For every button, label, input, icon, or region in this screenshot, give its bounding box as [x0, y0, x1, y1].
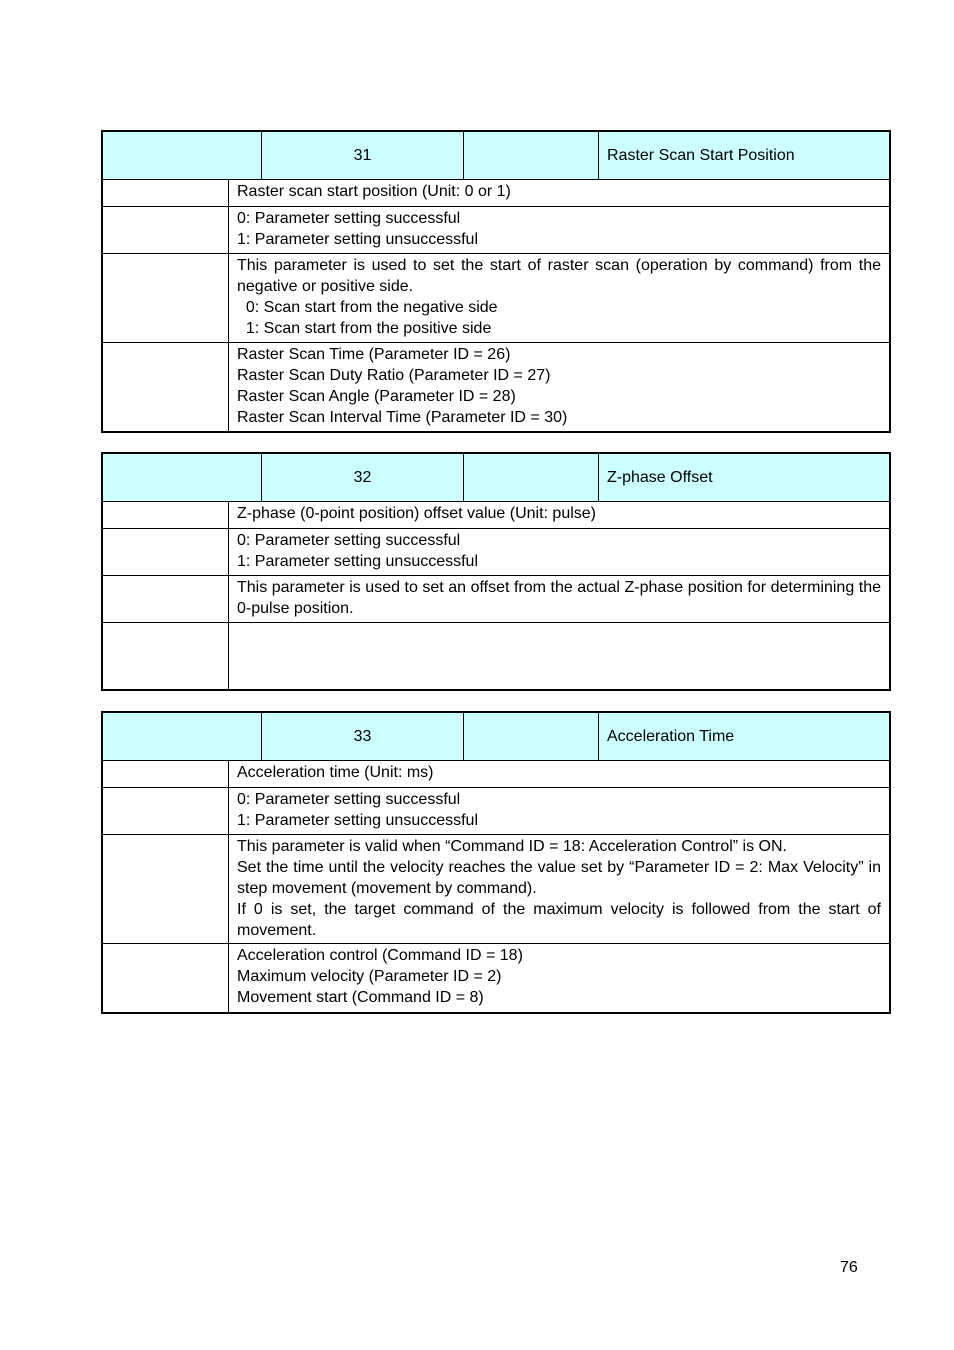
- related-item: Raster Scan Angle (Parameter ID = 28): [237, 388, 516, 405]
- description-text: If 0 is set, the target command of the maximum velocity is followed from the start of movement.: [237, 901, 881, 939]
- parameter-name: Raster Scan Start Position: [607, 146, 795, 164]
- header-label-cell: [103, 132, 262, 179]
- related-item: Acceleration control (Command ID = 18): [237, 947, 523, 964]
- header-label-cell: [103, 454, 262, 501]
- range-text: Z-phase (0-point position) offset value (Unit: pulse): [237, 505, 596, 522]
- parameter-table-31: [101, 130, 891, 433]
- parameter-id: 32: [262, 454, 464, 501]
- response-line: 1: Parameter setting unsuccessful: [237, 231, 479, 248]
- related-row: [103, 623, 889, 689]
- header-label-cell: [103, 713, 262, 760]
- table-header: [103, 132, 889, 180]
- description-text: 1: Scan start from the positive side: [237, 320, 492, 337]
- description-row: [103, 254, 889, 343]
- parameter-id: 33: [262, 713, 464, 760]
- response-line: 0: Parameter setting successful: [237, 532, 461, 549]
- related-item: Maximum velocity (Parameter ID = 2): [237, 968, 502, 985]
- description-text: 0: Scan start from the negative side: [237, 299, 498, 316]
- related-item: Movement start (Command ID = 8): [237, 989, 484, 1006]
- response-line: 1: Parameter setting unsuccessful: [237, 553, 479, 570]
- range-row: [103, 502, 889, 529]
- range-row: [103, 761, 889, 788]
- description-text: This parameter is used to set the start of raster scan (operation by command) from the negative or positive side.: [237, 257, 881, 295]
- response-line: 1: Parameter setting unsuccessful: [237, 812, 479, 829]
- header-label-cell: [464, 713, 599, 760]
- response-line: 0: Parameter setting successful: [237, 791, 461, 808]
- description-row: [103, 835, 889, 944]
- response-row: [103, 529, 889, 576]
- response-line: 0: Parameter setting successful: [237, 210, 461, 227]
- table-header: [103, 713, 889, 761]
- related-item: Raster Scan Interval Time (Parameter ID = 30): [237, 409, 568, 426]
- parameter-table-33: [101, 711, 891, 1014]
- table-header: [103, 454, 889, 502]
- header-label-cell: [464, 454, 599, 501]
- related-row: [103, 343, 889, 431]
- description-text: This parameter is used to set an offset from the actual Z-phase position for determining the 0-pulse position.: [237, 579, 881, 617]
- related-item: Raster Scan Time (Parameter ID = 26): [237, 346, 511, 363]
- parameter-name: Acceleration Time: [607, 727, 735, 745]
- description-row: [103, 576, 889, 623]
- page-number: 76: [840, 1259, 858, 1276]
- description-text: This parameter is valid when “Command ID = 18: Acceleration Control” is ON.: [237, 838, 787, 855]
- range-text: Acceleration time (Unit: ms): [237, 764, 434, 781]
- description-text: Set the time until the velocity reaches the value set by “Parameter ID = 2: Max Velocity” in step movement (movement by command).: [237, 859, 881, 897]
- parameter-id: 31: [262, 132, 464, 179]
- related-row: [103, 944, 889, 1012]
- range-text: Raster scan start position (Unit: 0 or 1): [237, 183, 511, 200]
- header-label-cell: [464, 132, 599, 179]
- parameter-table-32: [101, 452, 891, 691]
- parameter-name: Z-phase Offset: [607, 468, 713, 486]
- related-item: Raster Scan Duty Ratio (Parameter ID = 27): [237, 367, 551, 384]
- response-row: [103, 207, 889, 254]
- range-row: [103, 180, 889, 207]
- response-row: [103, 788, 889, 835]
